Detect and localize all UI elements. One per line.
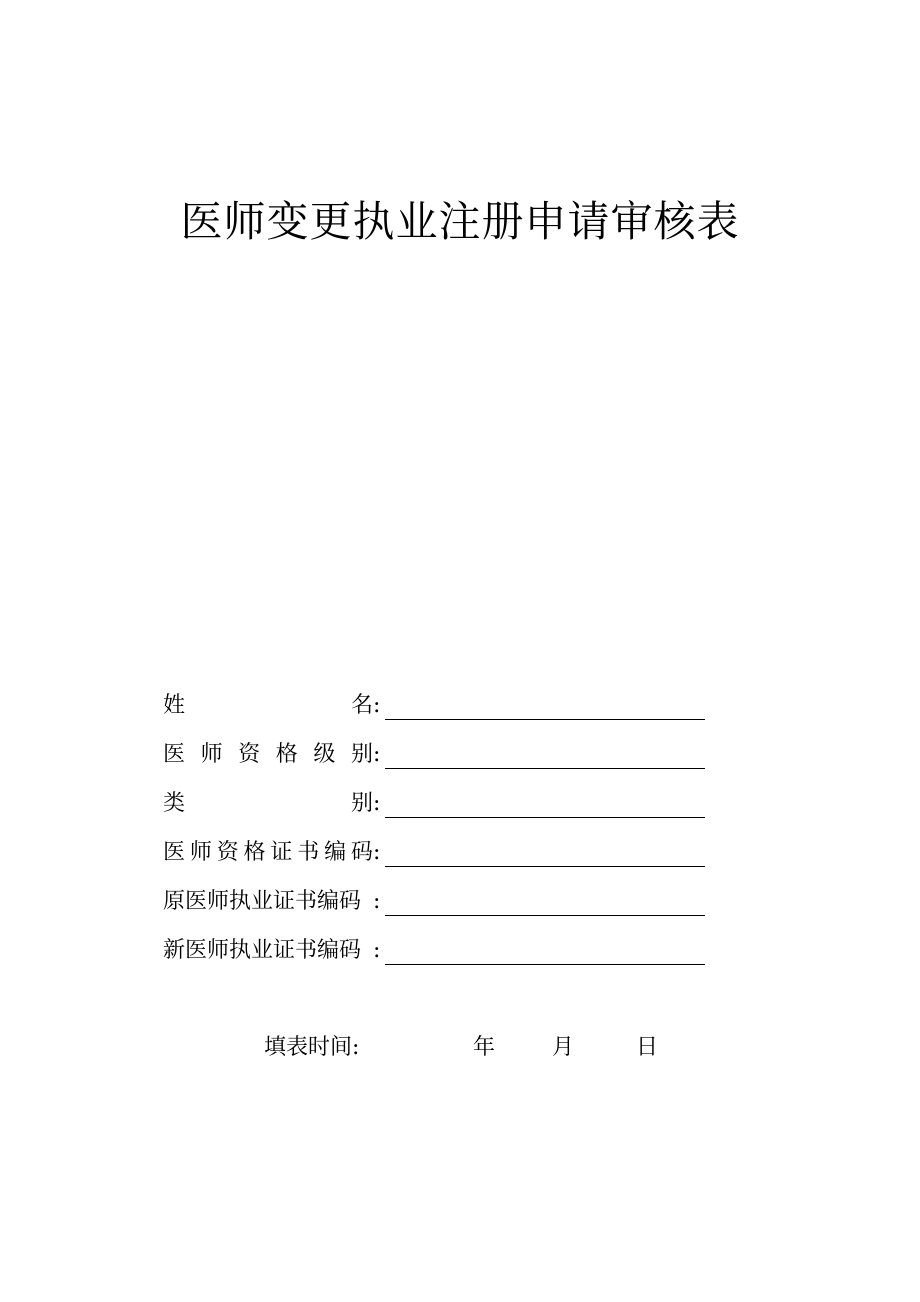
label-char: 级 [313, 742, 336, 767]
label-char: 书 [297, 840, 320, 865]
new-practice-cert-number-input-line[interactable] [385, 938, 705, 965]
category-input-line[interactable] [385, 791, 705, 818]
field-new-practice-cert-number-label: 新医师执业证书编码 [163, 938, 362, 963]
label-char: 师 [189, 840, 212, 865]
field-colon: : [373, 840, 381, 865]
document-title: 医师变更执业注册申请审核表 [180, 197, 740, 247]
label-char: 证 [270, 840, 293, 865]
field-colon: : [373, 938, 381, 963]
label-char: 师 [200, 742, 223, 767]
field-qualification-cert-number-label [163, 838, 373, 868]
field-colon: : [373, 889, 381, 914]
field-colon: : [373, 791, 381, 816]
label-char: 编 [324, 840, 347, 865]
field-category [163, 770, 708, 819]
field-old-practice-cert-number [163, 868, 708, 917]
qualification-cert-number-input-line[interactable] [385, 840, 705, 867]
label-char: 医 [163, 840, 186, 865]
name-input-line[interactable] [385, 693, 705, 720]
field-colon: : [373, 742, 381, 767]
label-char: 别 [350, 742, 373, 767]
field-name-label [163, 691, 373, 721]
label-char: 别 [350, 791, 373, 816]
field-old-practice-cert-number-label: 原医师执业证书编码 [163, 889, 362, 914]
fill-date-row [264, 1032, 684, 1064]
label-char: 资 [238, 742, 261, 767]
label-char: 类 [163, 791, 186, 816]
label-char: 资 [216, 840, 239, 865]
label-char: 名 [350, 693, 373, 718]
label-char: 医 [163, 742, 186, 767]
field-qualification-level [163, 721, 708, 770]
field-qualification-level-label [163, 740, 373, 770]
field-category-label [163, 789, 373, 819]
year-label: 年 [473, 1035, 496, 1060]
fill-date-label: 填表时间: [264, 1035, 360, 1060]
qualification-level-input-line[interactable] [385, 742, 705, 769]
month-label: 月 [552, 1035, 575, 1060]
field-colon: : [373, 693, 381, 718]
field-name [163, 672, 708, 721]
old-practice-cert-number-input-line[interactable] [385, 889, 705, 916]
field-new-practice-cert-number [163, 917, 708, 966]
form-fields [163, 672, 708, 966]
label-char: 姓 [163, 693, 186, 718]
day-label: 日 [636, 1035, 659, 1060]
label-char: 码 [350, 840, 373, 865]
field-qualification-cert-number [163, 819, 708, 868]
label-char: 格 [275, 742, 298, 767]
label-char: 格 [243, 840, 266, 865]
